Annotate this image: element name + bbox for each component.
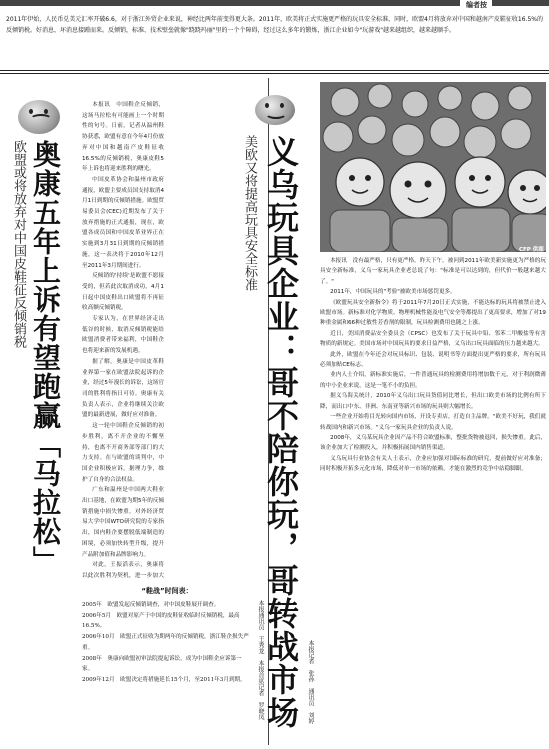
right-paragraph: 近日，美国消费品安全委员会（CPSC）也发布了关于玩具中铅、邻苯二甲酸盐等有害物质的新规定。美国市场对中国玩具的要求日益严格，义乌出口玩具面临的压力越来越大。: [320, 330, 546, 348]
header-bar-left: [0, 0, 460, 6]
toy-mascots-photo: [320, 82, 546, 252]
timeline-item: 2008年 奥康向欧盟初审法院提起诉讼，成为中国鞋企应诉第一家。: [82, 655, 242, 673]
right-paragraph: 此外，欧盟在今年还会对玩具标识、包装、说明书等方面提出更严格的要求，所有玩具必须加贴CE标志。: [320, 351, 546, 369]
timeline-item: 2006年10月 欧盟正式征收为期两年的反倾销税，浙江鞋企损失严重。: [82, 634, 249, 651]
lead-divider-top: [0, 70, 549, 71]
grinning-face-icon: [255, 95, 295, 125]
right-paragraph: 本报讯 没有最严格，只有更严格。昨天下午，被问到2011年欧美新实施更为严格的玩具安全新标准，义乌一家玩具企业老总说了句："标准是可以达到的，但代价一般越来越大了。": [320, 258, 546, 285]
left-kicker: 欧盟或将放弃对中国皮鞋征反倾销税: [11, 140, 26, 348]
editor-note-label: 编者按: [466, 1, 487, 9]
left-paragraph: 专家认为，在世界经济走出低谷的时候，取消反倾销税能给欧盟消费者带来福利，中国鞋企也将迎来新的发展机遇。: [82, 316, 164, 355]
right-paragraph: 2011年，中国玩具的"考验"被欧美市场惩罚更多。: [330, 289, 456, 296]
right-paragraph: 《欧盟玩具安全新指令》将于2011年7月20日正式实施，不能达标的玩具将被禁止进入欧盟市场。新标准对化学物质、物理机械性能及电气安全等都提出了更高要求，增加了对19种重金属和66种过敏性芳香剂的限制，玩具检测费用也随之上涨。: [320, 299, 546, 327]
left-article-body: [82, 100, 164, 580]
lead-paragraph: 2011年伊始，人民币兑美元汇率开破6.6，对于浙江外贸企业来说，神经比两年前变得更大条。2011年，欧美将正式实施更严格的玩具安全标准，同时，欧盟4月将放弃对中国和越南产皮鞋征收16.5%的反倾销税。好消息，坏消息接踵而来。反倾销，标准、技术壁垒就像"跷跷玛丽"里的一个个障碍，经过这么多年的锻炼，浙江企业如今"玩游戏"越来越组织，越来越顺手。: [6, 16, 543, 34]
right-byline: 本报记者 张孙 通讯员 刘婷: [307, 640, 314, 724]
header-bar-right: [492, 0, 549, 6]
timeline-list: [82, 600, 252, 742]
right-paragraph: 2008年，义乌某玩具企业因产品不符合欧盟标准，整批货物被退回，损失惨重。此后，该企业加大了检测投入，并积极拓展国内销售渠道。: [320, 434, 546, 452]
left-paragraph: 这一轮中国鞋企反倾销的初步胜利，离不开企业的不懈坚持，也离不开商务部等部门的大力支持。在与欧盟的谈判中，中国企业积极应诉，据理力争，维护了自身的合法权益。: [82, 423, 164, 483]
left-paragraph: 广东和温州是中国两大鞋业出口基地，在欧盟为期5年的反倾销措施中损失惨重。对外经济贸易大学中国WTO研究院的专家指出，国内鞋企要摆脱低端制造的困境，必须加快转型升级，提升产品附加值和品牌影响力。: [82, 487, 164, 558]
right-paragraph: 一些企业开始将目光转向国内市场，开设专卖店，打造自主品牌。"欧美不好玩，我们就转战国内和新兴市场。"义乌一家玩具企业的负责人说。: [320, 414, 546, 431]
left-article-body-col2: [168, 100, 250, 580]
left-paragraph: 中国皮革协会和温州市政府通报，欧盟主要成员国支持取消4月1日到期的反倾销措施。欧盟贸易委员会(CEC)近期发布了关于放弃措施的正式通报，现在，欧盟各成员国和中国皮革业界正在实施到3月31日到期的反倾销措施，这一表决将于2010年12月至2011年3月期间进行。: [82, 176, 164, 269]
lead-divider-bottom: [0, 73, 549, 74]
timeline-title: “鞋战”时间表：: [141, 587, 193, 595]
sad-face-icon: [18, 100, 60, 134]
right-paragraph: 据义乌海关统计，2010年义乌出口玩具货值同比增长，但出口欧美市场的比例有所下降，而出口中东、非洲、东南亚等新兴市场的玩具则大幅增长。: [320, 393, 546, 410]
timeline-item: 2005年 欧盟发起反倾销调查，对中国皮鞋展开调查。: [82, 602, 220, 608]
left-paragraph: 反倾销的'持续'是欧盟不愿接受的，但若此次取消成功，4月1日起中国皮鞋出口欧盟将不再征收高额反倾销税。: [82, 273, 164, 312]
timeline-item: 2006年5月 欧盟对原产于中国的皮鞋征收临时反倾销税，最高16.5%。: [82, 612, 240, 630]
right-paragraph: 业内人士介绍，新标准实施后，一件普通玩具的检测费用将增加数千元，对于利润微薄的中小企业来说，这是一笔不小的负担。: [320, 372, 546, 389]
left-paragraph: 对此，王振滔表示，奥康将以此次胜利为契机，进一步加大: [82, 562, 164, 579]
right-kicker: 美欧又将提高玩具安全标准: [242, 135, 257, 291]
left-headline: 奥康五年上诉有望跑赢「马拉松」: [29, 140, 62, 575]
photo-credit: CFP 供图: [519, 247, 544, 253]
left-paragraph: 本报讯 中国鞋企反倾销，这场马拉松有可能画上一个时期性的句号。日前，记者从温州鞋协获悉，欧盟有意在今年4月份放弃对中国和越南产皮鞋征收16.5%的反倾销税，奥康皮鞋5年上诉也将迎来胜利的曙光。: [82, 102, 164, 173]
left-byline: 本报通讯员 王秀龙 本报首席记者 罗晓凤: [257, 600, 264, 720]
timeline-item: 2009年12月 欧盟决定将措施延长15个月，至2011年3月到期。: [82, 676, 246, 683]
right-article-body: [320, 256, 546, 744]
left-paragraph: 据了解，奥康是中国皮革鞋业界第一家在欧盟法院起诉的企业，经过5年漫长的诉讼，这场官司的胜利将指日可待。奥康有关负责人表示，企业将继续关注欧盟的最新进展，做好应对准备。: [82, 358, 164, 419]
right-paragraph: 义乌玩具行业协会有关人士表示，企业应加强对国际标准的研究，提前做好应对准备；同时积极开拓多元化市场，降低对单一市场的依赖，才能在激烈的竞争中站稳脚跟。: [320, 455, 546, 473]
right-headline: 义乌玩具企业：哥不陪你玩，哥转战市场: [262, 135, 300, 729]
